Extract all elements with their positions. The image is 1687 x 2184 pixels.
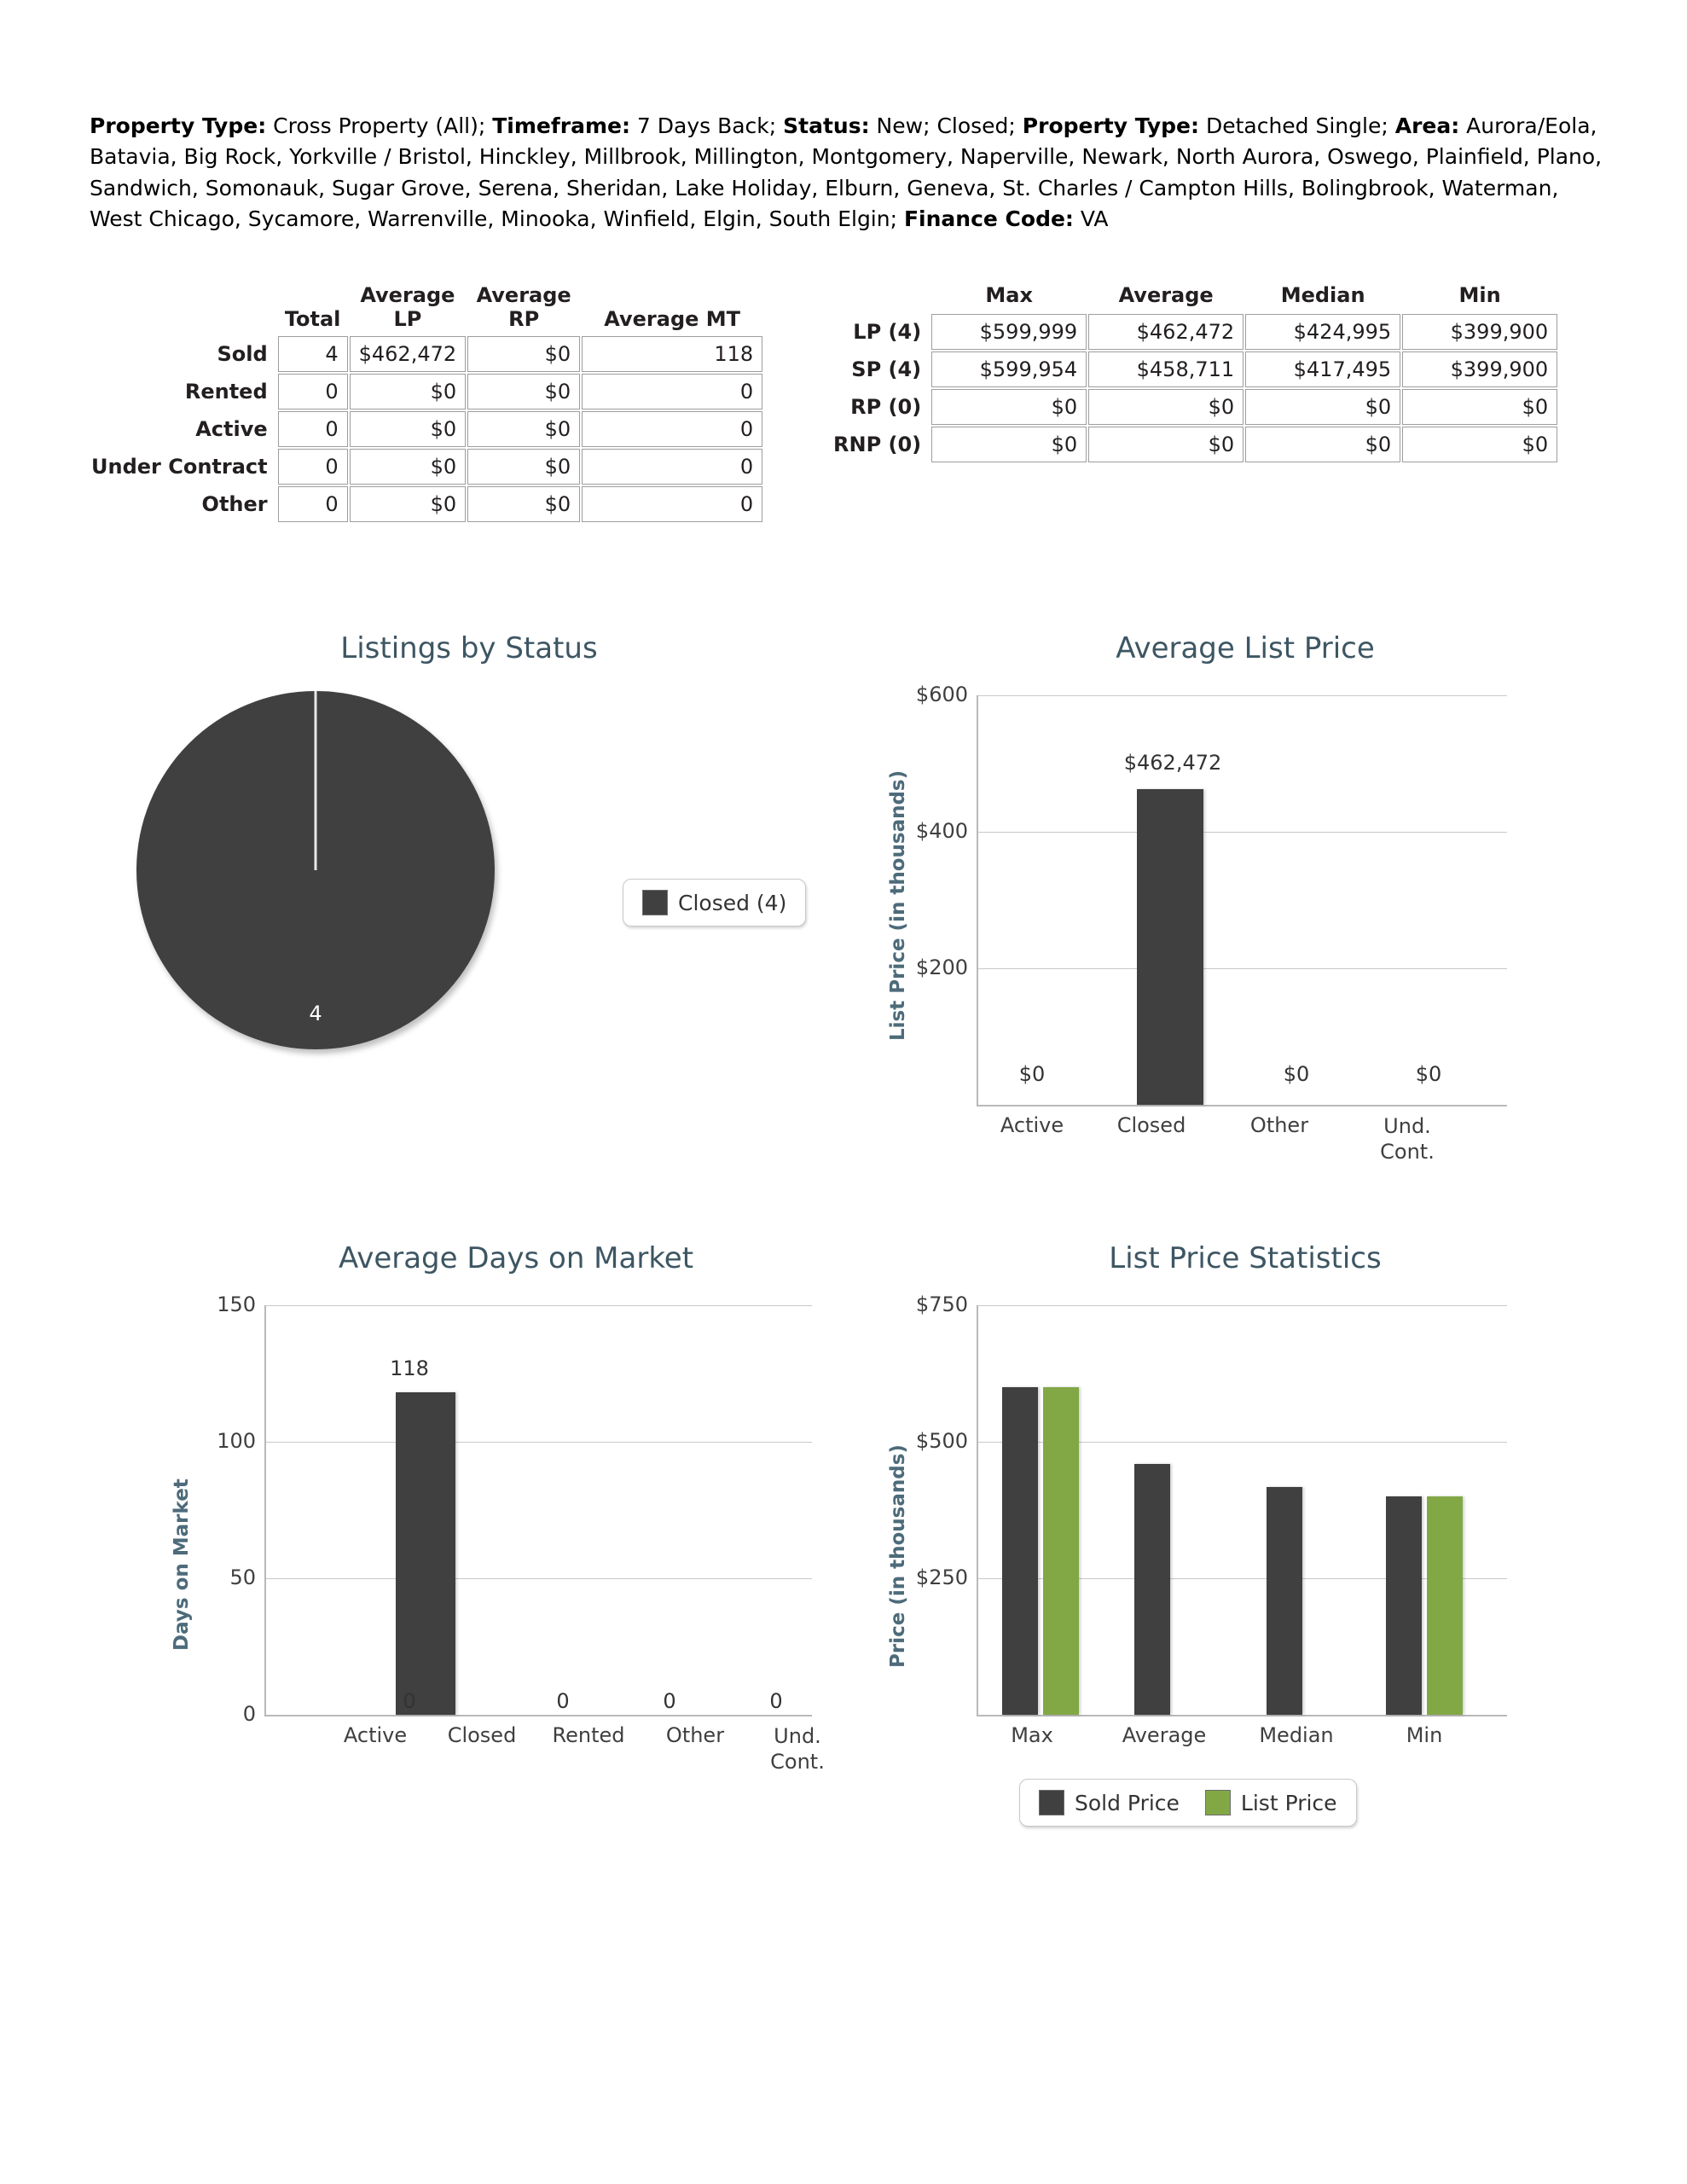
- x-tick-closed: Closed: [447, 1723, 517, 1747]
- criteria-label-status: Status:: [783, 113, 870, 138]
- legend-item-closed[interactable]: [642, 890, 786, 915]
- cell-lp-min: $399,900: [1402, 314, 1557, 350]
- y-axis-label: Price (in thousands): [887, 1444, 909, 1668]
- row-label-sp: SP (4): [851, 357, 922, 381]
- bar-label-rented: 0: [556, 1689, 570, 1713]
- cell-rented-amt: 0: [582, 374, 762, 410]
- x-tick-median: Median: [1259, 1723, 1334, 1747]
- cell-lp-avg: $462,472: [1088, 314, 1244, 350]
- bar-median-sold-price[interactable]: [1267, 1487, 1302, 1715]
- table-row: [833, 314, 1557, 350]
- bar-label-und-cont: $0: [1415, 1062, 1442, 1086]
- bar-max-list-price[interactable]: [1043, 1387, 1079, 1715]
- row-label-under-contract: Under Contract: [91, 455, 268, 479]
- bar-label-closed: $462,472: [1123, 751, 1222, 775]
- cell-rented-total: 0: [278, 374, 348, 410]
- bar-label-active: $0: [1018, 1062, 1046, 1086]
- y-axis-label: List Price (in thousands): [887, 770, 909, 1041]
- y-tick-400: $400: [915, 819, 968, 843]
- chart-listings-by-status: [119, 631, 819, 1049]
- x-tick-und-cont: Und. Cont.: [1380, 1114, 1435, 1164]
- bar-min-sold-price[interactable]: [1386, 1496, 1422, 1715]
- criteria-value-status: New; Closed;: [869, 113, 1023, 138]
- table-row: [91, 449, 762, 485]
- table-row: [91, 374, 762, 410]
- y-tick-200: $200: [915, 956, 968, 979]
- bar-average-sold-price[interactable]: [1134, 1464, 1170, 1715]
- column-average-mt: Average MT: [604, 307, 741, 331]
- column-min: Min: [1458, 283, 1501, 307]
- cell-active-amt: 0: [582, 411, 762, 447]
- pie-data-label: 4: [309, 1002, 322, 1025]
- criteria-value-timeframe: 7 Days Back;: [629, 113, 784, 138]
- cell-other-amt: 0: [582, 486, 762, 522]
- chart-title: Average Days on Market: [338, 1241, 694, 1275]
- row-label-other: Other: [201, 492, 268, 516]
- bar-closed[interactable]: [396, 1392, 455, 1715]
- criteria-value-finance-code: VA: [1073, 206, 1109, 231]
- legend-swatch-icon: [642, 890, 668, 915]
- x-tick-other: Other: [1249, 1113, 1309, 1137]
- gridline: [266, 1442, 812, 1443]
- cell-other-total: 0: [278, 486, 348, 522]
- row-label-rnp: RNP (0): [833, 433, 922, 456]
- chart-title: List Price Statistics: [1109, 1241, 1382, 1275]
- x-tick-min: Min: [1406, 1723, 1443, 1747]
- y-tick-50: 50: [229, 1565, 256, 1589]
- row-label-rented: Rented: [184, 380, 268, 404]
- criteria-label-property-type-2: Property Type:: [1022, 113, 1199, 138]
- gridline: [266, 1305, 812, 1306]
- table-row: [91, 411, 762, 447]
- gridline: [266, 1578, 812, 1579]
- cell-sold-alp: $462,472: [350, 336, 467, 372]
- plot-area: [264, 1305, 812, 1716]
- chart-title: Listings by Status: [340, 631, 598, 665]
- cell-under-contract-total: 0: [278, 449, 348, 485]
- y-tick-600: $600: [915, 682, 968, 706]
- row-label-rp: RP (0): [850, 395, 922, 419]
- y-tick-750: $750: [915, 1292, 968, 1316]
- table-row: [833, 351, 1557, 387]
- cell-lp-max: $599,999: [931, 314, 1087, 350]
- criteria-label-timeframe: Timeframe:: [492, 113, 630, 138]
- x-tick-active: Active: [1000, 1113, 1064, 1137]
- cell-sp-med: $417,495: [1245, 351, 1400, 387]
- cell-sold-total: 4: [278, 336, 348, 372]
- criteria-label-finance-code: Finance Code:: [903, 206, 1074, 231]
- cell-rnp-avg: $0: [1088, 427, 1244, 462]
- bar-label-other: $0: [1283, 1062, 1310, 1086]
- cell-active-alp: $0: [350, 411, 467, 447]
- cell-under-contract-alp: $0: [350, 449, 467, 485]
- cell-under-contract-amt: 0: [582, 449, 762, 485]
- x-tick-rented: Rented: [552, 1723, 625, 1747]
- cell-rp-avg: $0: [1088, 389, 1244, 425]
- cell-rnp-max: $0: [931, 427, 1087, 462]
- cell-under-contract-arp: $0: [467, 449, 580, 485]
- gridline: [978, 1305, 1507, 1306]
- y-tick-250: $250: [915, 1565, 968, 1589]
- chart-average-days-on-market: [94, 1241, 844, 1774]
- legend-box: [1019, 1779, 1357, 1827]
- gridline: [978, 968, 1507, 969]
- y-axis-label: Days on Market: [171, 1478, 193, 1651]
- x-tick-und-cont: Und. Cont.: [770, 1724, 825, 1774]
- cell-rented-alp: $0: [350, 374, 467, 410]
- criteria-value-property-type: Cross Property (All);: [266, 113, 493, 138]
- legend-item-sold-price[interactable]: [1039, 1790, 1180, 1815]
- legend-box: [623, 879, 806, 926]
- y-tick-150: 150: [217, 1292, 256, 1316]
- legend-label-sold-price: Sold Price: [1075, 1790, 1180, 1815]
- pie-legend: [623, 879, 806, 926]
- legend-item-list-price[interactable]: [1205, 1790, 1337, 1815]
- chart-average-list-price: [870, 631, 1620, 1164]
- cell-sp-min: $399,900: [1402, 351, 1557, 387]
- legend-swatch-icon: [1205, 1790, 1231, 1815]
- bar-closed[interactable]: [1137, 789, 1203, 1105]
- x-tick-average: Average: [1122, 1723, 1207, 1747]
- cell-sp-avg: $458,711: [1088, 351, 1244, 387]
- column-average: Average: [1118, 283, 1214, 307]
- cell-rented-arp: $0: [467, 374, 580, 410]
- plot-area: [977, 1305, 1507, 1716]
- gridline: [978, 695, 1507, 696]
- table-header-row: [91, 283, 762, 334]
- criteria-label-area: Area:: [1394, 113, 1460, 138]
- cell-rnp-med: $0: [1245, 427, 1400, 462]
- bar-label-und-cont: 0: [769, 1689, 783, 1713]
- bar-label-other: 0: [663, 1689, 676, 1713]
- row-label-lp: LP (4): [853, 320, 922, 344]
- price-statistics-table: [832, 282, 1559, 464]
- column-max: Max: [985, 283, 1033, 307]
- cell-sold-amt: 118: [582, 336, 762, 372]
- table-row: [833, 427, 1557, 462]
- y-tick-0: 0: [242, 1702, 256, 1726]
- gridline: [978, 832, 1507, 833]
- chart-title: Average List Price: [1116, 631, 1375, 665]
- x-tick-closed: Closed: [1116, 1113, 1186, 1137]
- cell-rp-max: $0: [931, 389, 1087, 425]
- legend-swatch-icon: [1039, 1790, 1064, 1815]
- cell-sold-arp: $0: [467, 336, 580, 372]
- criteria-value-property-type-2: Detached Single;: [1199, 113, 1395, 138]
- search-criteria: [90, 111, 1616, 235]
- pie-slice-divider: [315, 691, 317, 870]
- column-average-rp: Average RP: [476, 283, 571, 331]
- chart-legend: [1019, 1779, 1357, 1827]
- legend-label-closed: Closed (4): [678, 890, 787, 915]
- x-tick-active: Active: [343, 1723, 408, 1747]
- row-label-active: Active: [195, 417, 268, 441]
- bar-max-sold-price[interactable]: [1002, 1387, 1038, 1715]
- cell-other-alp: $0: [350, 486, 467, 522]
- chart-list-price-statistics: [870, 1241, 1620, 1815]
- cell-active-total: 0: [278, 411, 348, 447]
- table-row: [91, 336, 762, 372]
- legend-label-list-price: List Price: [1240, 1790, 1337, 1815]
- bar-label-closed: 118: [390, 1356, 429, 1380]
- pie-chart: [136, 691, 495, 1049]
- column-median: Median: [1280, 283, 1365, 307]
- cell-lp-med: $424,995: [1245, 314, 1400, 350]
- criteria-value-area: Aurora/Eola, Batavia, Big Rock, Yorkville / Bristol, Hinckley, Millbrook, Millington, Montgomery, Naperville, Newark, North Aurora, Oswego, Plainfield, Plano, Sandwich, Somonauk, Sugar Grove, Serena, Sheridan, Lake Holiday, Elburn, Geneva, St. Charles / Campton Hills, Bolingbrook, Waterman, West Chicago, Sycamore, Warrenville, Minooka, Winfield, Elgin, South Elgin;: [90, 113, 1603, 231]
- table-header-row: [833, 283, 1557, 312]
- cell-sp-max: $599,954: [931, 351, 1087, 387]
- x-tick-other: Other: [665, 1723, 725, 1747]
- y-tick-100: 100: [217, 1429, 256, 1453]
- cell-rp-med: $0: [1245, 389, 1400, 425]
- status-summary-table: [90, 282, 764, 524]
- column-average-lp: Average LP: [360, 283, 455, 331]
- cell-rnp-min: $0: [1402, 427, 1557, 462]
- table-row: [833, 389, 1557, 425]
- x-tick-max: Max: [1011, 1723, 1053, 1747]
- column-total: Total: [284, 307, 341, 331]
- cell-active-arp: $0: [467, 411, 580, 447]
- cell-other-arp: $0: [467, 486, 580, 522]
- row-label-sold: Sold: [217, 342, 268, 366]
- table-row: [91, 486, 762, 522]
- cell-rp-min: $0: [1402, 389, 1557, 425]
- bar-label-active: 0: [403, 1689, 416, 1713]
- y-tick-500: $500: [915, 1429, 968, 1453]
- bar-min-list-price[interactable]: [1427, 1496, 1463, 1715]
- criteria-label-property-type: Property Type:: [90, 113, 267, 138]
- pie-slice-closed[interactable]: [136, 691, 495, 1049]
